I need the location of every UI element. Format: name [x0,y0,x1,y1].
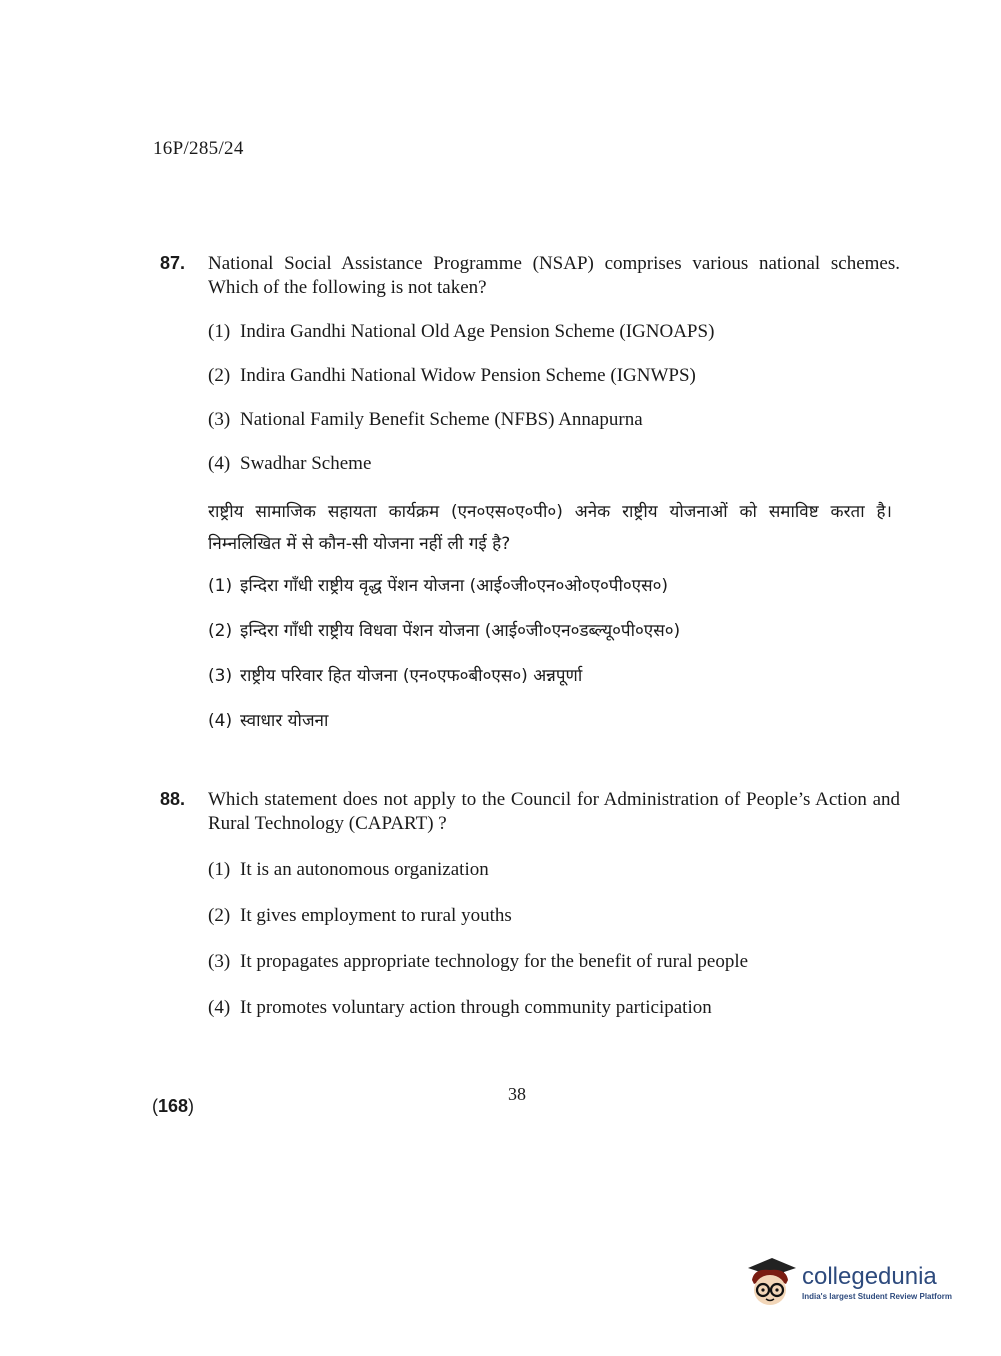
option-number: (1) [208,576,233,596]
option-text: It promotes voluntary action through community participation [240,997,712,1018]
option-text: इन्दिरा गाँधी राष्ट्रीय विधवा पेंशन योजना (आई०जी०एन०डब्ल्यू०पी०एस०) [240,621,681,641]
option-number: (2) [208,365,231,386]
option-number: (2) [208,905,231,926]
option-4 [208,996,900,1020]
options-hindi [208,574,900,733]
option-text: Swadhar Scheme [240,453,372,474]
option-1-hindi [208,574,900,598]
option-text: National Family Benefit Scheme (NFBS) Annapurna [240,409,643,430]
option-number: (3) [208,951,231,972]
option-text: राष्ट्रीय परिवार हित योजना (एन०एफ०बी०एस०) अन्नपूर्णा [240,666,583,686]
question-text: National Social Assistance Programme (NSAP) comprises various national schemes. Which of the following is not taken? [208,253,900,298]
option-text: स्वाधार योजना [240,711,329,731]
option-text: Indira Gandhi National Widow Pension Scheme (IGNWPS) [240,365,696,386]
options-english [208,320,900,476]
page-code: 16P/285/24 [153,138,244,159]
option-number: (1) [208,859,231,880]
option-3 [208,408,900,432]
option-number: (4) [208,997,231,1018]
options-english [208,858,900,1020]
student-mascot-icon [742,1254,798,1310]
option-4 [208,452,900,476]
option-text: It gives employment to rural youths [240,905,512,926]
option-number: (1) [208,321,231,342]
page-number: 38 [508,1084,526,1104]
option-text: Indira Gandhi National Old Age Pension Scheme (IGNOAPS) [240,321,715,342]
question-87 [160,252,900,754]
question-number: 87. [160,253,186,273]
brand-name: collegedunia [802,1262,937,1290]
booklet-code-open: ( [152,1096,158,1116]
option-number: (4) [208,453,231,474]
question-88 [160,788,900,1042]
option-1 [208,858,900,882]
option-number: (4) [208,711,233,731]
booklet-code-value: 168 [158,1096,189,1116]
question-text: Which statement does not apply to the Council for Administration of People’s Action and Rural Technology (CAPART) ? [208,789,900,834]
option-number: (3) [208,409,231,430]
option-1 [208,320,900,344]
question-text-hindi: राष्ट्रीय सामाजिक सहायता कार्यक्रम (एन०एस०ए०पी०) अनेक राष्ट्रीय योजनाओं को समाविष्ट करता है। निम्नलिखित में से कौन-सी योजना नहीं ली गई है? [208,502,892,554]
question-number: 88. [160,789,186,809]
option-3-hindi [208,664,900,688]
option-2 [208,364,900,388]
booklet-code-close: ) [188,1096,195,1116]
option-number: (2) [208,621,233,641]
option-text: इन्दिरा गाँधी राष्ट्रीय वृद्ध पेंशन योजना (आई०जी०एन०ओ०ए०पी०एस०) [240,576,669,596]
option-4-hindi [208,709,900,733]
option-number: (3) [208,666,233,686]
brand-tagline: India's largest Student Review Platform [802,1291,952,1301]
option-2 [208,904,900,928]
option-2-hindi [208,619,900,643]
collegedunia-watermark [742,1252,972,1312]
option-text: It propagates appropriate technology for the benefit of rural people [240,951,749,972]
booklet-code [152,1096,194,1117]
option-text: It is an autonomous organization [240,859,489,880]
option-3 [208,950,900,974]
